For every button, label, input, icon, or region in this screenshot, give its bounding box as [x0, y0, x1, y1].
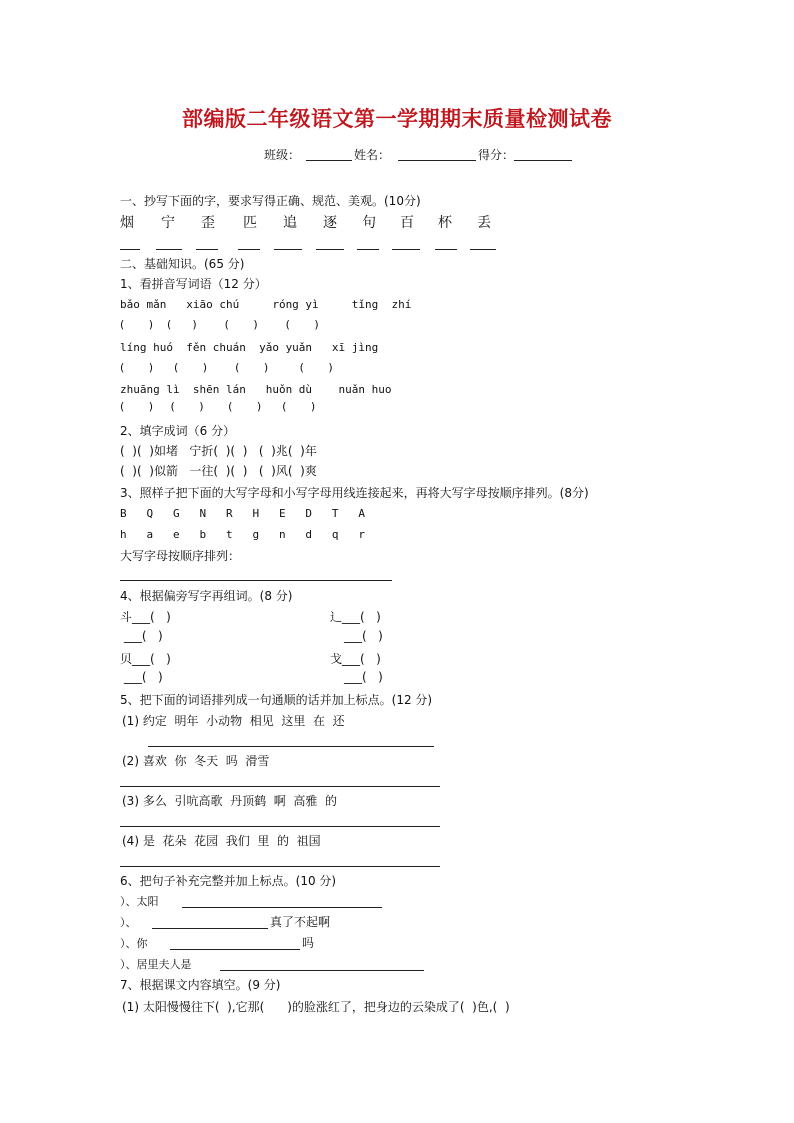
- radical-row[interactable]: 贝___( ): [120, 652, 171, 666]
- answer-parens[interactable]: ( ) ( ) ( ) ( ): [120, 400, 316, 413]
- score-label: 得分：: [478, 148, 515, 162]
- radical-row[interactable]: 辶___( ): [330, 610, 381, 624]
- radical-row[interactable]: ___( ): [344, 629, 383, 643]
- radical-row[interactable]: ___( ): [344, 670, 383, 684]
- copy-char: 追: [283, 215, 297, 231]
- word-order-item: (1) 约定 明年 小动物 相见 这里 在 还: [122, 714, 345, 728]
- sentence-suffix: 吗: [302, 936, 315, 950]
- copy-blank[interactable]: [392, 249, 420, 250]
- copy-blank[interactable]: [156, 249, 182, 250]
- answer-parens[interactable]: ( ) ( ) ( ) ( ): [120, 318, 319, 331]
- sentence-blank[interactable]: [170, 949, 300, 950]
- answer-parens[interactable]: ( ) ( ) ( ) ( ): [120, 361, 333, 374]
- radical-row[interactable]: ___( ): [120, 670, 163, 684]
- sentence-prefix: ）、: [120, 916, 137, 929]
- q7-heading: 7、根据课文内容填空。(9 分): [120, 978, 281, 992]
- word-order-item: (3) 多么 引吭高歌 丹顶鹤 啊 高雅 的: [122, 794, 337, 808]
- copy-char: 杯: [438, 215, 452, 231]
- pinyin-row: zhuāng lì shēn lán huǒn dù nuǎn huo: [120, 383, 392, 396]
- sentence-blank[interactable]: [220, 970, 424, 971]
- radical-row[interactable]: ___( ): [120, 629, 163, 643]
- q5-heading: 5、把下面的词语排列成一句通顺的话并加上标点。(12 分): [120, 693, 433, 707]
- answer-line[interactable]: [120, 866, 440, 867]
- sentence-prefix: ）、居里夫人是: [120, 958, 192, 971]
- pinyin-row: bǎo mǎn xiāo chú róng yì tǐng zhí: [120, 298, 412, 311]
- pinyin-row: líng huó fěn chuán yǎo yuǎn xī jìng: [120, 341, 379, 354]
- q1-heading: 1、看拼音写词语（12 分）: [120, 277, 267, 291]
- sentence-blank[interactable]: [152, 928, 268, 929]
- copy-blank[interactable]: [274, 249, 302, 250]
- copy-char: 句: [362, 215, 376, 231]
- fill-row[interactable]: ( )( )似箭 一往( )( ) ( )风( )爽: [120, 464, 317, 478]
- copy-char: 宁: [161, 215, 175, 231]
- copy-char: 丢: [477, 215, 491, 231]
- radical-row[interactable]: 斗___( ): [120, 610, 171, 624]
- order-label: 大写字母按顺序排列：: [120, 549, 241, 563]
- lowercase-letters: h a e b t g n d q r: [120, 528, 366, 541]
- copy-blank[interactable]: [196, 249, 218, 250]
- copy-blank[interactable]: [470, 249, 496, 250]
- radical-row[interactable]: 戈___( ): [330, 652, 381, 666]
- q4-heading: 4、根据偏旁写字再组词。(8 分): [120, 589, 293, 603]
- class-label: 班级：: [264, 148, 301, 162]
- sentence-prefix: ）、你: [120, 937, 148, 950]
- sentence-prefix: ）、太阳: [120, 895, 159, 908]
- word-order-item: (2) 喜欢 你 冬天 吗 滑雪: [122, 754, 270, 768]
- answer-line[interactable]: [120, 826, 440, 827]
- name-label: 姓名：: [354, 148, 391, 162]
- copy-blank[interactable]: [435, 249, 457, 250]
- word-order-item: (4) 是 花朵 花园 我们 里 的 祖国: [122, 834, 321, 848]
- section2-heading: 二、基础知识。(65 分): [120, 257, 245, 271]
- section1-heading: 一、抄写下面的字，要求写得正确、规范、美观。(10分): [120, 194, 421, 208]
- copy-char: 歪: [201, 215, 215, 231]
- q6-heading: 6、把句子补充完整并加上标点。(10 分): [120, 874, 337, 888]
- q2-heading: 2、填字成词（6 分）: [120, 424, 236, 438]
- answer-line[interactable]: [120, 786, 440, 787]
- copy-blank[interactable]: [120, 249, 140, 250]
- answer-line[interactable]: [148, 746, 434, 747]
- exam-title: 部编版二年级语文第一学期期末质量检测试卷: [182, 106, 612, 131]
- sentence-blank[interactable]: [182, 907, 382, 908]
- name-blank[interactable]: [398, 160, 476, 161]
- copy-char: 烟: [120, 215, 134, 231]
- copy-blank[interactable]: [238, 249, 260, 250]
- copy-char: 百: [400, 215, 414, 231]
- q3-heading: 3、照样子把下面的大写字母和小写字母用线连接起来，再将大写字母按顺序排列。(8分): [120, 486, 589, 500]
- copy-blank[interactable]: [316, 249, 344, 250]
- fill-sentence[interactable]: (1) 太阳慢慢往下( ),它那( )的脸涨红了，把身边的云染成了( )色,( ): [122, 1000, 510, 1014]
- uppercase-letters: B Q G N R H E D T A: [120, 507, 366, 520]
- fill-row[interactable]: ( )( )如堵 宁折( )( ) ( )兆( )年: [120, 444, 317, 458]
- class-blank[interactable]: [306, 160, 352, 161]
- copy-char: 逐: [323, 215, 337, 231]
- copy-char: 匹: [243, 215, 257, 231]
- sentence-suffix: 真了不起啊: [270, 915, 331, 929]
- score-blank[interactable]: [514, 160, 572, 161]
- order-answer-line[interactable]: [120, 580, 392, 581]
- copy-blank[interactable]: [357, 249, 379, 250]
